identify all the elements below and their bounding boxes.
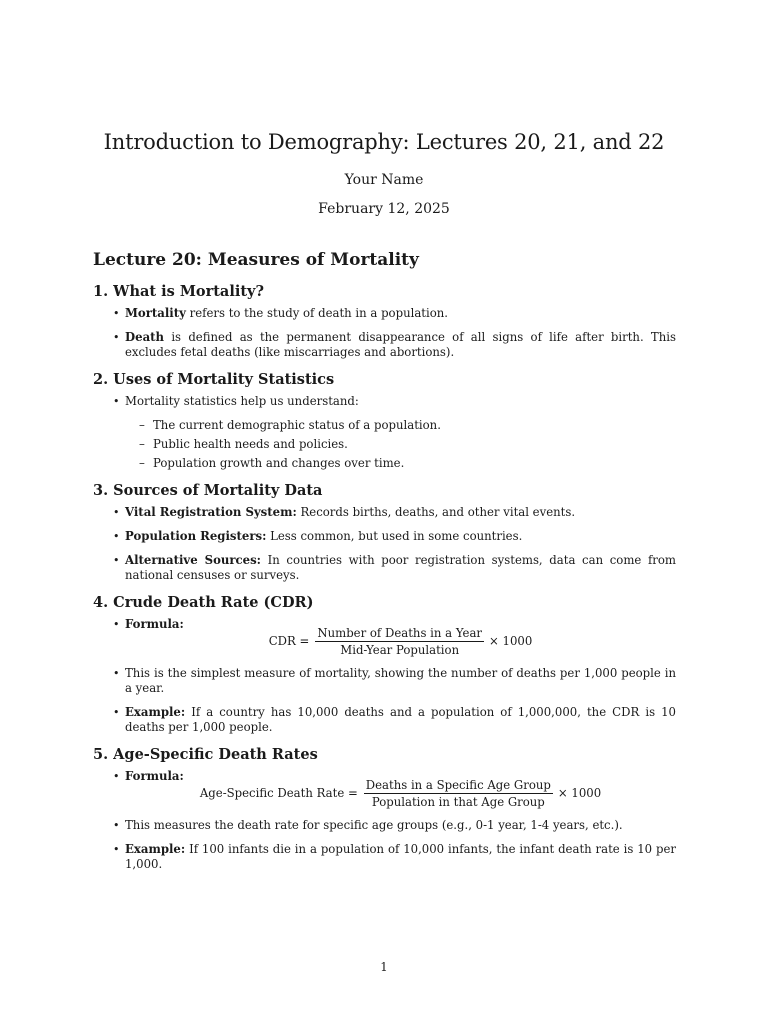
sub-item-text: The current demographic status of a population. xyxy=(153,418,441,432)
cdr-formula xyxy=(125,626,676,657)
list-item xyxy=(93,330,676,360)
sub-item-text: Public health needs and policies. xyxy=(153,437,348,451)
bullet-icon: • xyxy=(113,843,120,856)
item-text: Records births, deaths, and other vital events. xyxy=(296,505,576,519)
formula-label: Formula: xyxy=(125,769,184,783)
dash-icon: – xyxy=(139,418,145,432)
formula-fraction xyxy=(315,626,484,657)
list-item xyxy=(93,818,676,833)
dash-icon: – xyxy=(139,456,145,470)
list-item xyxy=(93,505,676,520)
bullet-list xyxy=(93,617,676,735)
lecture-title: Lecture 20: Measures of Mortality xyxy=(93,250,419,270)
document-title: Introduction to Demography: Lectures 20, 21, and 22 xyxy=(103,130,665,154)
bullet-list xyxy=(93,394,676,471)
formula-multiplier: × 1000 xyxy=(489,634,533,648)
section-title: 1. What is Mortality? xyxy=(93,283,264,300)
list-item xyxy=(93,666,676,696)
list-item-formula xyxy=(93,617,676,657)
formula-multiplier: × 1000 xyxy=(557,786,602,800)
item-term: Death xyxy=(125,330,165,344)
document-date: February 12, 2025 xyxy=(318,201,450,217)
item-term: Example: xyxy=(125,842,186,856)
sub-item-text: Population growth and changes over time. xyxy=(153,456,405,470)
section-title: 2. Uses of Mortality Statistics xyxy=(93,371,335,388)
formula-numerator: Deaths in a Specific Age Group xyxy=(365,778,551,792)
bullet-icon: • xyxy=(113,331,120,344)
item-text: is defined as the permanent disappearance of all signs of life after birth. This excludes fetal deaths (like miscarriages and abortions). xyxy=(125,330,676,359)
item-term: Mortality xyxy=(125,306,186,320)
formula-denominator: Population in that Age Group xyxy=(371,795,545,809)
item-text: Mortality statistics help us understand: xyxy=(125,394,359,408)
formula-denominator: Mid-Year Population xyxy=(340,643,460,657)
list-item xyxy=(93,306,676,321)
section-sources-of-mortality-data xyxy=(93,481,676,583)
bullet-icon: • xyxy=(113,819,120,832)
list-item xyxy=(93,705,676,735)
sub-list xyxy=(125,418,676,471)
formula-numerator: Number of Deaths in a Year xyxy=(317,626,482,640)
document-body xyxy=(93,248,676,882)
bullet-icon: • xyxy=(113,618,120,631)
bullet-icon: • xyxy=(113,530,120,543)
section-what-is-mortality xyxy=(93,282,676,360)
bullet-list xyxy=(93,306,676,360)
item-term: Alternative Sources: xyxy=(125,553,261,567)
sub-list-item xyxy=(125,418,676,433)
dash-icon: – xyxy=(139,437,145,451)
section-title: 4. Crude Death Rate (CDR) xyxy=(93,594,314,611)
bullet-icon: • xyxy=(113,667,120,680)
item-text: This is the simplest measure of mortality, showing the number of deaths per 1,000 people in a year. xyxy=(125,666,676,695)
list-item xyxy=(93,529,676,544)
asdr-formula xyxy=(125,778,676,809)
list-item xyxy=(93,553,676,583)
section-crude-death-rate xyxy=(93,593,676,735)
bullet-icon: • xyxy=(113,770,120,783)
bullet-icon: • xyxy=(113,554,120,567)
bullet-icon: • xyxy=(113,307,120,320)
bullet-icon: • xyxy=(113,706,120,719)
sub-list-item xyxy=(125,456,676,471)
page-number: 1 xyxy=(380,960,388,974)
bullet-icon: • xyxy=(113,395,120,408)
section-age-specific-death-rates xyxy=(93,745,676,872)
formula-fraction xyxy=(364,778,553,809)
list-item xyxy=(93,394,676,471)
item-term: Example: xyxy=(125,705,186,719)
bullet-list xyxy=(93,505,676,583)
item-text: If a country has 10,000 deaths and a population of 1,000,000, the CDR is 10 deaths per 1,000 people. xyxy=(125,705,676,734)
section-uses-of-mortality-statistics xyxy=(93,370,676,471)
bullet-list xyxy=(93,769,676,872)
section-title: 3. Sources of Mortality Data xyxy=(93,482,323,499)
formula-lhs: CDR = xyxy=(268,634,310,648)
item-text: refers to the study of death in a population. xyxy=(185,306,449,320)
item-term: Population Registers: xyxy=(125,529,267,543)
section-title: 5. Age-Specific Death Rates xyxy=(93,746,318,763)
item-text: In countries with poor registration systems, data can come from national censuses or surveys. xyxy=(125,553,676,582)
list-item xyxy=(93,842,676,872)
item-term: Vital Registration System: xyxy=(125,505,297,519)
formula-lhs: Age-Specific Death Rate = xyxy=(199,786,358,800)
item-text: This measures the death rate for specific age groups (e.g., 0-1 year, 1-4 years, etc.). xyxy=(125,818,623,832)
sub-list-item xyxy=(125,437,676,452)
formula-label: Formula: xyxy=(125,617,184,631)
bullet-icon: • xyxy=(113,506,120,519)
list-item-formula xyxy=(93,769,676,809)
item-text: Less common, but used in some countries. xyxy=(266,529,523,543)
item-text: If 100 infants die in a population of 10,000 infants, the infant death rate is 10 per 1,000. xyxy=(125,842,676,871)
document-author: Your Name xyxy=(344,172,424,188)
